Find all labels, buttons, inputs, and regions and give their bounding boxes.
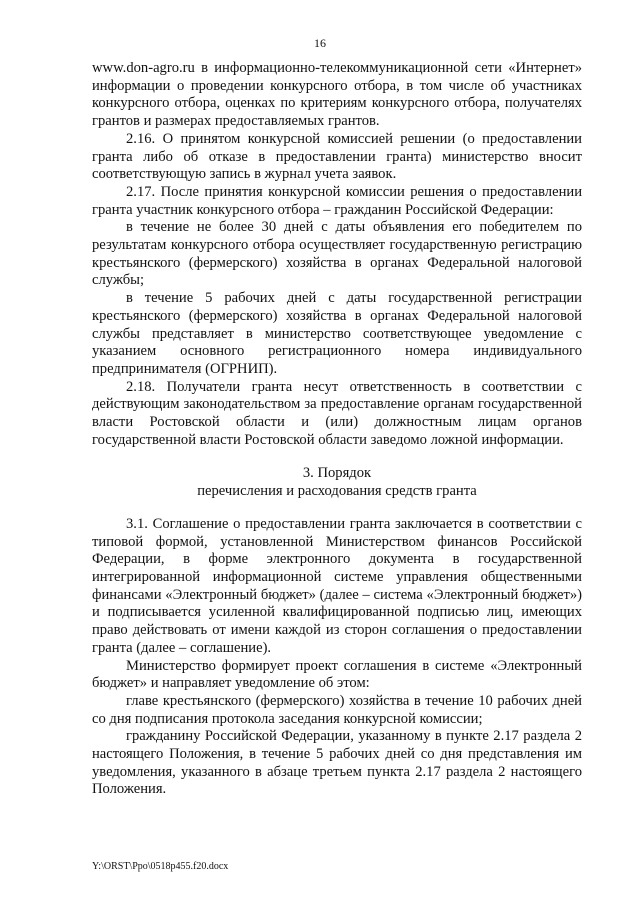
paragraph: Министерство формирует проект соглашения в системе «Электронный бюджет» и направляет уведомление об этом: — [92, 657, 582, 692]
document-body — [92, 60, 582, 799]
section-heading — [92, 465, 582, 500]
paragraph: гражданину Российской Федерации, указанному в пункте 2.17 раздела 2 настоящего Положения, в течение 5 рабочих дней со дня представления им уведомления, указанного в абзаце третьем пункта 2.17 раздела 2 настоящего Положения. — [92, 728, 582, 798]
paragraph: в течение не более 30 дней с даты объявления его победителем по результатам конкурсного отбора осуществляет государственную регистрацию крестьянского (фермерского) хозяйства в органах Федеральной налоговой службы; — [92, 219, 582, 289]
paragraphs-before-section — [92, 60, 582, 449]
paragraph: 2.17. После принятия конкурсной комиссии решения о предоставлении гранта участник конкурсного отбора – гражданин Российской Федерации: — [92, 183, 582, 218]
paragraph: 2.16. О принятом конкурсной комиссией решении (о предоставлении гранта либо об отказе в предоставлении гранта) министерство вносит соответствующую запись в журнал учета заявок. — [92, 130, 582, 183]
paragraph: www.don-agro.ru в информационно-телекоммуникационной сети «Интернет» информации о проведении конкурсного отбора, в том числе об участниках конкурсного отбора, оценках по критериям конкурсного отбора, получателях грантов и размерах предоставляемых грантов. — [92, 60, 582, 130]
section-heading-subtitle: перечисления и расходования средств гранта — [197, 483, 477, 500]
section-heading-title: 3. Порядок — [302, 465, 372, 482]
paragraph: 2.18. Получатели гранта несут ответственность в соответствии с действующим законодательством за предоставление органам государственной власти Ростовской области и (или) должностным лицам органов государственной власти Ростовской области заведомо ложной информации. — [92, 378, 582, 448]
paragraph: 3.1. Соглашение о предоставлении гранта заключается в соответствии с типовой формой, установленной Министерством финансов Российской Федерации, в форме электронного документа в государственной интегрированной информационной системе управления общественными финансами «Электронный бюджет» (далее – система «Электронный бюджет») и подписывается усиленной квалифицированной подписью лиц, имеющих право действовать от имени каждой из сторон соглашения о предоставлении гранта (далее – соглашение). — [92, 515, 582, 656]
page-number: 16 — [314, 36, 326, 50]
paragraphs-after-section — [92, 516, 582, 799]
footer-file-path: Y:\ORST\Ppo\0518p455.f20.docx — [92, 861, 229, 872]
paragraph: в течение 5 рабочих дней с даты государственной регистрации крестьянского (фермерского) хозяйства в органах Федеральной налоговой службы представляет в министерство соответствующее уведомление с указанием основного регистрационного номера индивидуального предпринимателя (ОГРНИП). — [92, 290, 582, 377]
paragraph: главе крестьянского (фермерского) хозяйства в течение 10 рабочих дней со дня подписания протокола заседания конкурсной комиссии; — [92, 692, 582, 727]
